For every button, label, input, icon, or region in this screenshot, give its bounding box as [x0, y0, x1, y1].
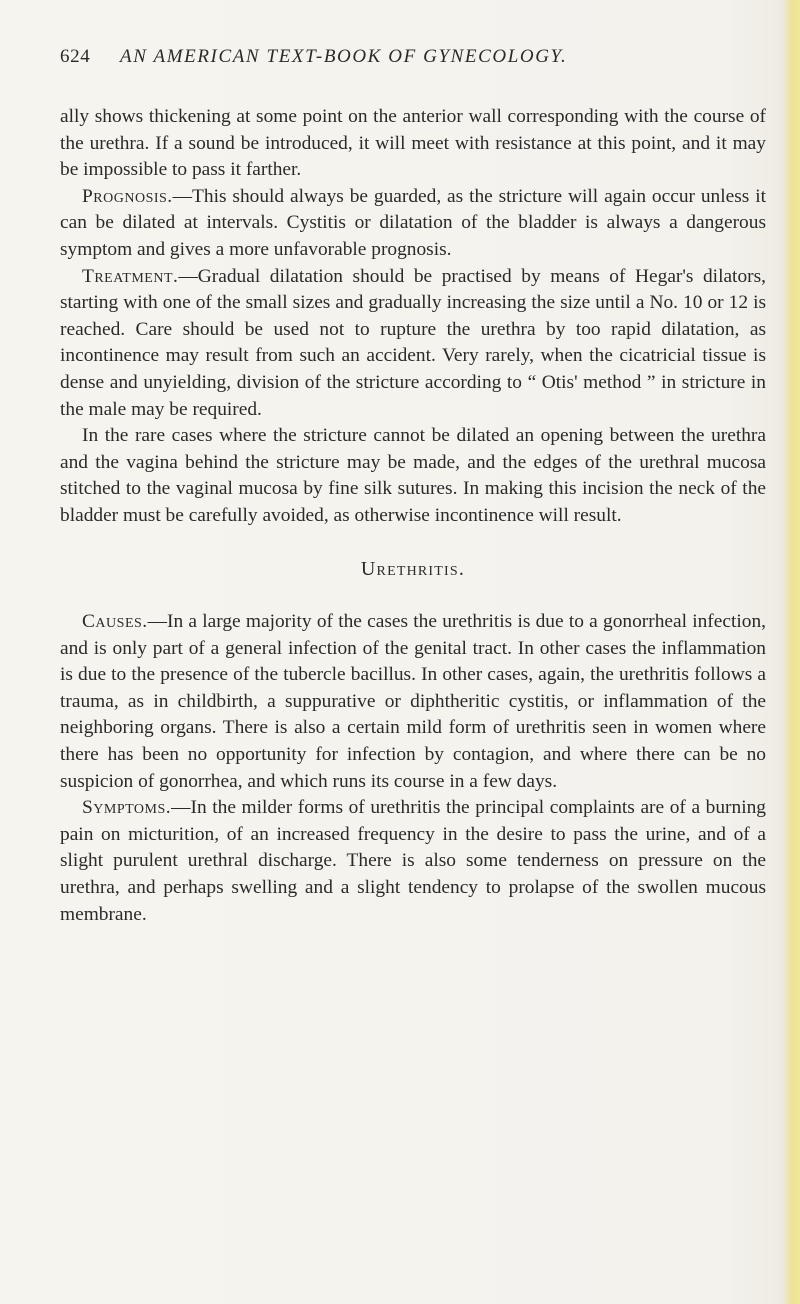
paragraph-text: —This should always be guarded, as the stricture will again occur unless it can be dilated at intervals. Cystitis or dilatation of the bladder is always a dangerous symptom and gives a more unfavorable prognosis.	[60, 185, 766, 260]
paragraph-lead: Causes.	[82, 611, 148, 633]
paragraph-rare-cases	[60, 423, 766, 529]
section-heading: Urethritis.	[360, 557, 466, 580]
running-title: AN AMERICAN TEXT-BOOK OF GYNECOLOGY.	[120, 46, 568, 67]
page-edge	[782, 0, 800, 1304]
paragraph-text: —Gradual dilatation should be practised by means of Hegar's dilators, starting with one of the small sizes and gradually increasing the size until a No. 10 or 12 is reached. Care should be used not to rupture the urethra by too rapid dilatation, as incontinence may result from such an accident. Very rarely, when the cicatricial tissue is dense and unyielding, division of the stricture according to “ Otis' method ” in stricture in the male may be required.	[60, 265, 766, 420]
paragraph-text: In the rare cases where the stricture cannot be dilated an opening between the urethra and the vagina behind the stricture may be made, and the edges of the urethral mucosa stitched to the vaginal mucosa by fine silk sutures. In making this incision the neck of the bladder must be carefully avoided, as otherwise incontinence will result.	[60, 425, 766, 526]
paragraph-treatment	[60, 264, 766, 424]
paragraph-lead: Symptoms.	[82, 797, 172, 819]
body-text	[60, 104, 766, 928]
running-head	[60, 42, 750, 72]
paragraph-symptoms	[60, 795, 766, 928]
paragraph-text: —In a large majority of the cases the urethritis is due to a gonorrheal infection, and is only part of a general infection of the genital tract. In other cases the inflammation is due to the presence of the tubercle bacillus. In other cases, again, the urethritis follows a trauma, as in childbirth, a suppurative or diphtheritic cystitis, or inflammation of the neighboring organs. There is also a certain mild form of urethritis seen in women where there has been no opportunity for infection by contagion, and where there can be no suspicion of gonorrhea, and which runs its course in a few days.	[60, 611, 766, 792]
paragraph-continuation	[60, 104, 766, 184]
paragraph-prognosis	[60, 184, 766, 264]
paragraph-text: ally shows thickening at some point on the anterior wall corresponding with the course of the urethra. If a sound be introduced, it will meet with resistance at this point, and it may be impossible to pass it farther.	[60, 106, 766, 181]
page-number: 624	[60, 46, 91, 67]
paragraph-text: —In the milder forms of urethritis the principal complaints are of a burning pain on micturition, of an increased frequency in the desire to pass the urine, and of a slight purulent urethral discharge. There is also some tenderness on pressure on the urethra, and perhaps swelling and a slight tendency to prolapse of the swollen mucous membrane.	[60, 797, 766, 925]
paragraph-lead: Prognosis.	[82, 185, 173, 207]
paragraph-lead: Treatment.	[82, 265, 179, 287]
paragraph-causes	[60, 609, 766, 795]
